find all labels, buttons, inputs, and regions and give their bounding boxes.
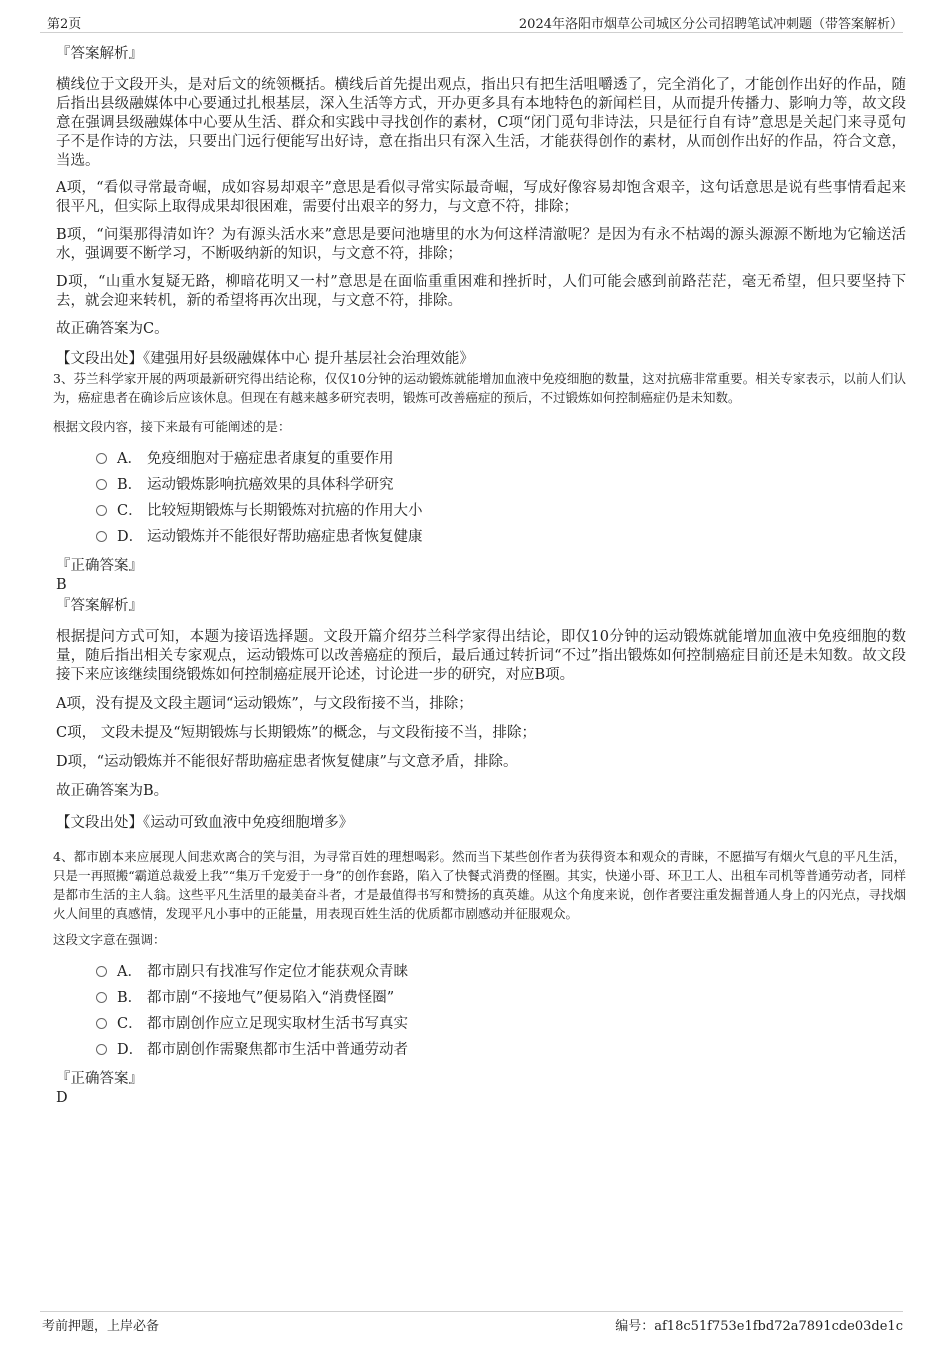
q4-option-c[interactable]: C． 都市剧创作应立足现实取材生活书写真实 [96,1011,906,1037]
page-header [40,0,903,33]
q3-analysis-paragraph: 根据提问方式可知，本题为接语选择题。文段开篇介绍芬兰科学家得出结论，即仅10分钟的运动锻炼就能增加血液中免疫细胞的数量，随后指出相关专家观点，运动锻炼可以改善癌症的预后，最后通过转折词“不过”指出锻炼如何控制癌症目前还是未知数。故文段接下来应该继续围绕锻炼如何控制癌症展开论述，讨论进一步的研究，对应B项。 [56,629,906,683]
q3-option-b[interactable]: B． 运动锻炼影响抗癌效果的具体科学研究 [96,472,906,498]
radio-button-icon[interactable] [96,1044,107,1055]
q2-analysis-paragraph: D项，“山重水复疑无路，柳暗花明又一村”意思是在面临重重困难和挫折时，人们可能会感到前路茫茫，毫无希望，但只要坚持下去，就会迎来转机，新的希望将再次出现，与文意不符，排除。 [56,274,906,309]
radio-button-icon[interactable] [96,1018,107,1029]
q3-question-stem: 根据文段内容，接下来最有可能阐述的是： [53,419,291,434]
radio-button-icon[interactable] [96,479,107,490]
q2-analysis-label: 『答案解析』 [56,46,143,62]
q3-conclusion: 故正确答案为B。 [56,783,169,799]
q4-options [96,959,906,1063]
q2-analysis-paragraph: 横线位于文段开头，是对后文的统领概括。横线后首先提出观点，指出只有把生活咀嚼透了，完全消化了，才能创作出好的作品，随后指出县级融媒体中心要通过扎根基层，深入生活等方式，开办更多具有本地特色的新闻栏目，从而提升传播力、影响力等，故文段意在强调县级融媒体中心要从生活、群众和实践中寻找创作的素材，C项“闭门觅句非诗法，只是征行自有诗”意思是关起门来寻觅句子不是作诗的方法，只要出门远行便能写出好诗，意在指出只有深入生活，才能获得创作的素材，从而创作出好的作品，符合文意，当选。 [56,77,906,169]
q4-option-a[interactable]: A． 都市剧只有找准写作定位才能获观众青睐 [96,959,906,985]
footer-slogan: 考前押题，上岸必备 [42,1319,160,1334]
radio-button-icon[interactable] [96,531,107,542]
radio-button-icon[interactable] [96,505,107,516]
document-code: 编号：af18c51f753e1fbd72a7891cde03de1c [615,1319,903,1334]
q3-analysis-paragraph: D项，“运动锻炼并不能很好帮助癌症患者恢复健康”与文意矛盾，排除。 [56,754,518,770]
q3-option-d[interactable]: D． 运动锻炼并不能很好帮助癌症患者恢复健康 [96,524,906,550]
page-number: 第2页 [47,17,82,32]
radio-button-icon[interactable] [96,992,107,1003]
q3-options [96,446,906,550]
q3-analysis-paragraph: A项，没有提及文段主题词“运动锻炼”，与文段衔接不当，排除； [56,696,473,712]
page-footer [40,1311,903,1334]
radio-button-icon[interactable] [96,966,107,977]
radio-button-icon[interactable] [96,453,107,464]
q4-correct-answer: D [56,1090,68,1106]
q3-correct-label: 『正确答案』 [56,558,143,574]
document-body [53,44,906,1107]
q3-analysis-paragraph: C项， 文段未提及“短期锻炼与长期锻炼”的概念，与文段衔接不当，排除； [56,725,537,741]
document-title: 2024年洛阳市烟草公司城区分公司招聘笔试冲刺题（带答案解析） [518,17,903,32]
q4-passage: 4、都市剧本来应展现人间悲欢离合的笑与泪，为寻常百姓的理想喝彩。然而当下某些创作者为获得资本和观众的青睐，不愿描写有烟火气息的平凡生活，只是一再照搬“霸道总裁爱上我”“集万千宠爱于一身”的创作套路，陷入了快餐式消费的怪圈。其实，快递小哥、环卫工人、出租车司机等普通劳动者，同样是都市生活的主人翁。这些平凡生活里的最美奋斗者，才是最值得书写和赞扬的真英雄。从这个角度来说，创作者要注重发掘普通人身上的闪光点，寻找烟火人间里的真感情，发现平凡小事中的正能量，用表现百姓生活的优质都市剧感动并征服观众。 [53,849,906,921]
q3-source: 【文段出处】《运动可致血液中免疫细胞增多》 [56,815,354,831]
q3-option-a[interactable]: A． 免疫细胞对于癌症患者康复的重要作用 [96,446,906,472]
q2-analysis-paragraph: A项，“看似寻常最奇崛，成如容易却艰辛”意思是看似寻常实际最奇崛，写成好像容易却饱含艰辛，这句话意思是说有些事情看起来很平凡，但实际上取得成果却很困难，需要付出艰辛的努力，与文意不符，排除； [56,180,906,215]
q2-analysis-paragraph: B项，“问渠那得清如许？为有源头活水来”意思是要问池塘里的水为何这样清澈呢？是因为有永不枯竭的源头源源不断地为它输送活水，强调要不断学习，不断吸纳新的知识，与文意不符，排除； [56,227,906,262]
q3-passage: 3、芬兰科学家开展的两项最新研究得出结论称，仅仅10分钟的运动锻炼就能增加血液中免疫细胞的数量，这对抗癌非常重要。相关专家表示，以前人们认为，癌症患者在确诊后应该休息。但现在有越来越多研究表明，锻炼可改善癌症的预后，不过锻炼如何控制癌症仍是未知数。 [53,371,906,405]
q4-question-stem: 这段文字意在强调： [53,932,166,947]
q3-option-c[interactable]: C． 比较短期锻炼与长期锻炼对抗癌的作用大小 [96,498,906,524]
q4-correct-label: 『正确答案』 [56,1071,143,1087]
q2-conclusion: 故正确答案为C。 [56,321,169,337]
q2-source: 【文段出处】《建强用好县级融媒体中心 提升基层社会治理效能》 [56,351,474,367]
q4-option-b[interactable]: B． 都市剧“不接地气”便易陷入“消费怪圈” [96,985,906,1011]
q3-correct-answer: B [56,577,67,593]
q3-analysis-label: 『答案解析』 [56,598,143,614]
q4-option-d[interactable]: D． 都市剧创作需聚焦都市生活中普通劳动者 [96,1037,906,1063]
